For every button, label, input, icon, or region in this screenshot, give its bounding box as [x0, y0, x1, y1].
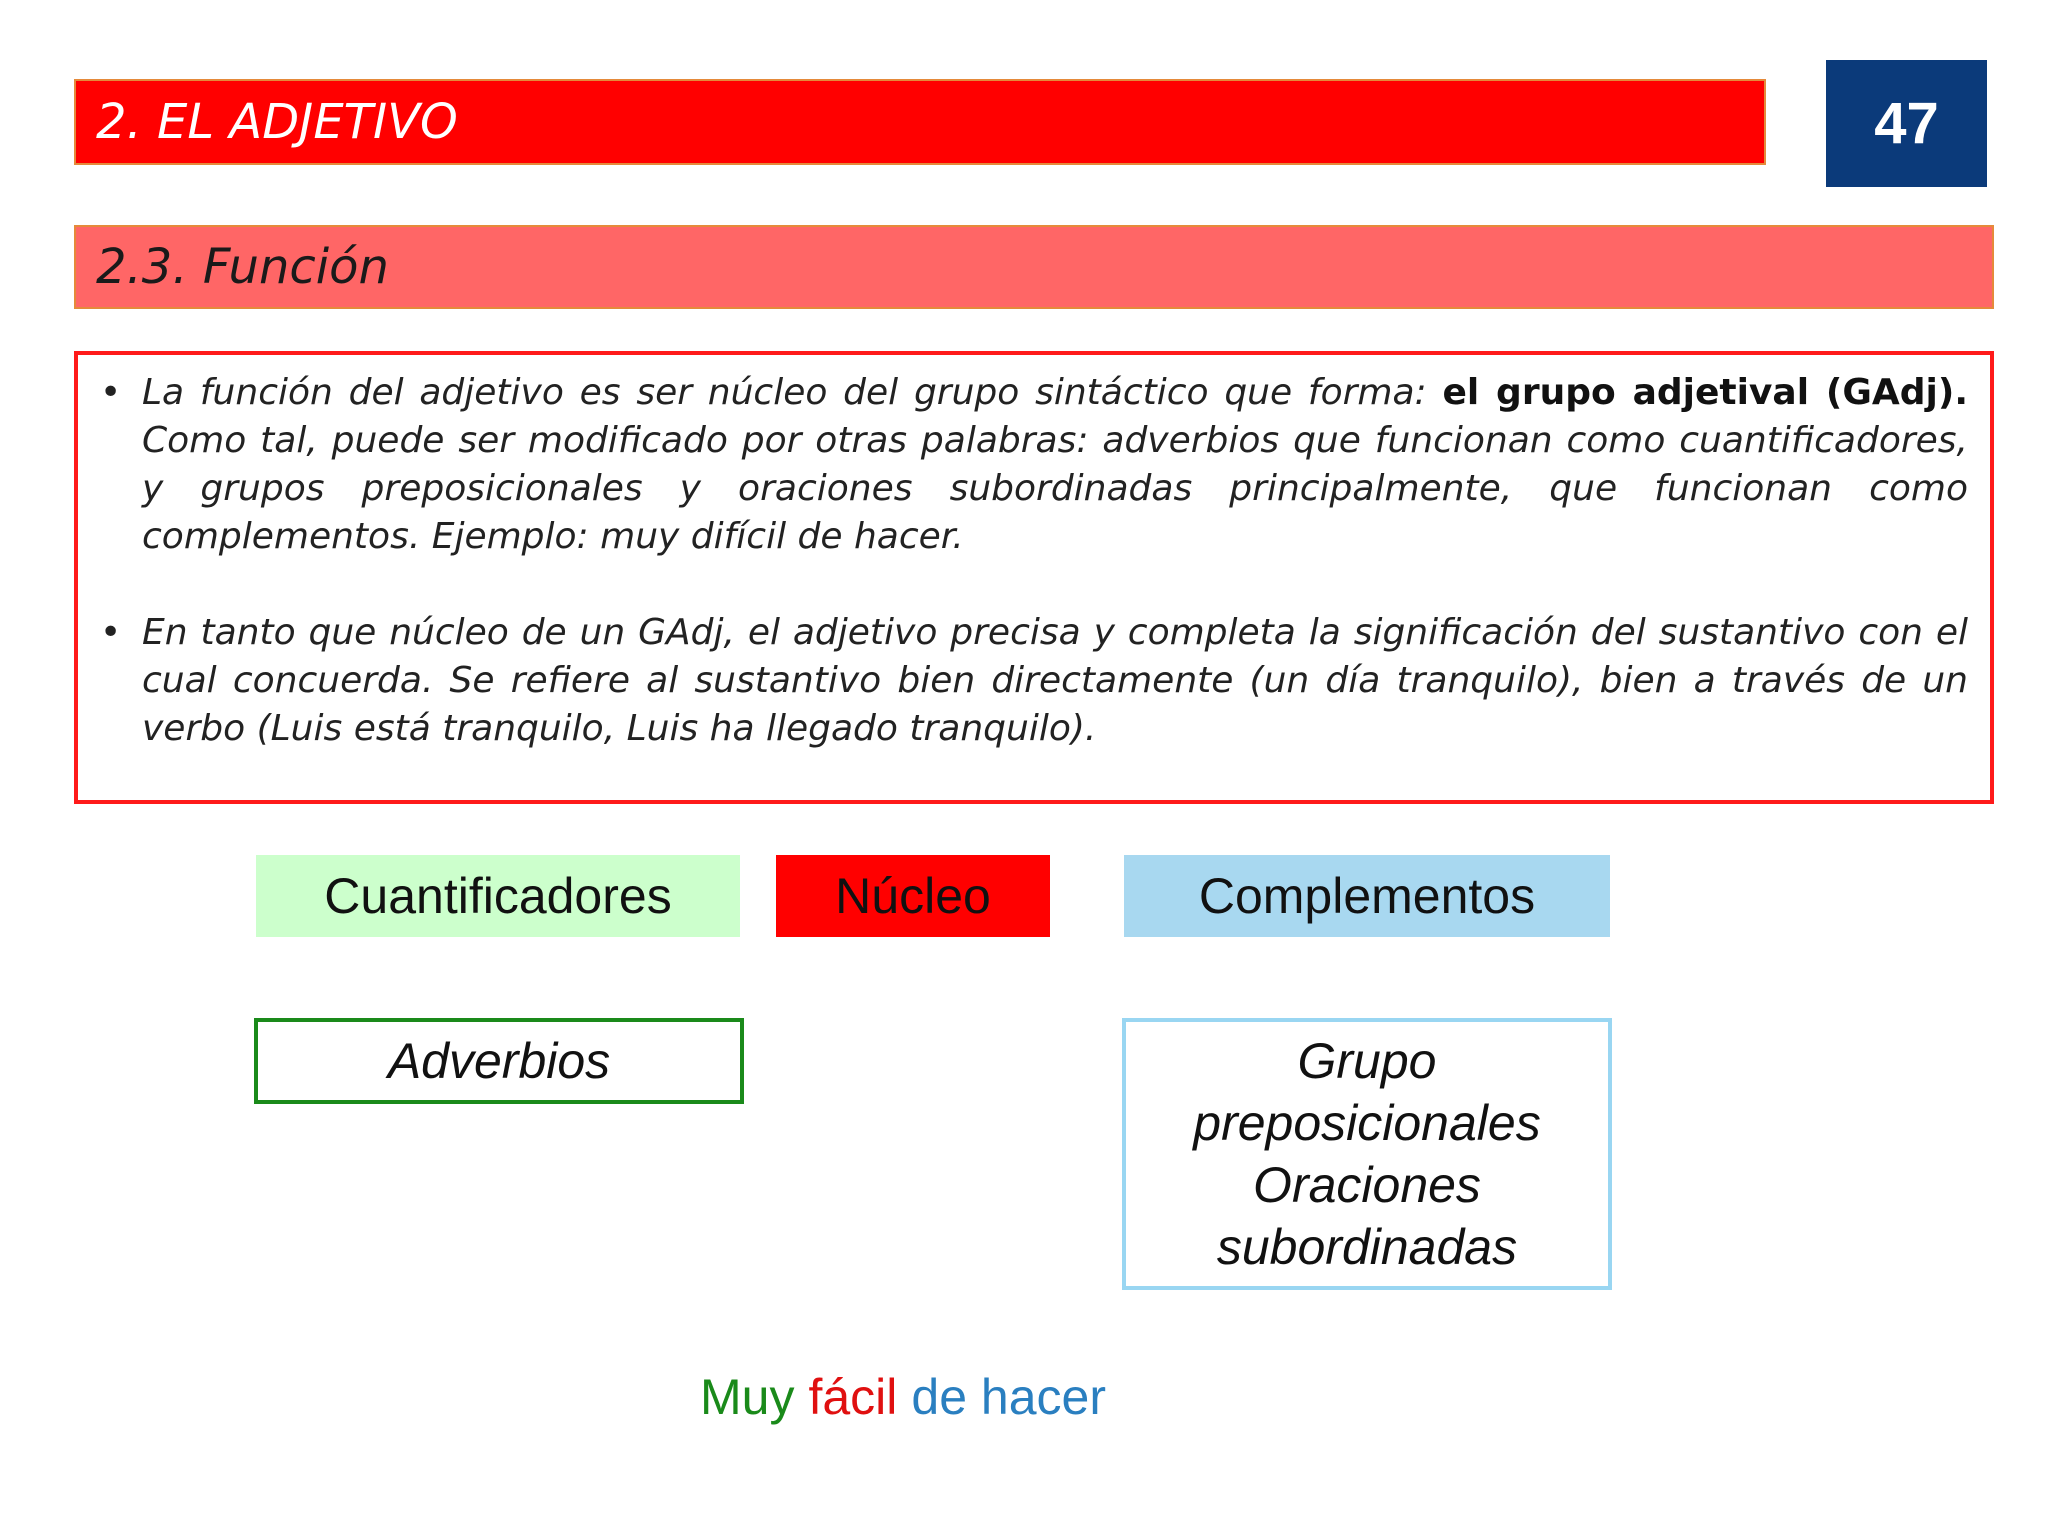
subsection-title: 2.3. Función: [96, 239, 389, 295]
bullet-text-part: La función del adjetivo es ser núcleo del grupo sintáctico que forma:: [142, 372, 1443, 413]
section-title-bar: [74, 79, 1766, 165]
complement-line: preposicionales: [1193, 1095, 1541, 1151]
bullet-text: En tanto que núcleo de un GAdj, el adjetivo precisa y completa la significación del sustantivo con el cual concuerda. Se refiere al sustantivo bien directamente (un día tranquilo), bien a través de un verbo (Luis está tranquilo, Luis ha llegado tranquilo).: [142, 612, 1968, 749]
subsection-title-bar: [74, 225, 1994, 309]
adverbios-text: Adverbios: [387, 1033, 611, 1089]
example-cuantificador: Muy: [700, 1369, 795, 1425]
bullet-item: [98, 609, 1968, 753]
label-complementos: Complementos: [1124, 855, 1610, 937]
bullet-text-part: Como tal, puede ser modificado por otras palabras: adverbios que funcionan como cuantificadores, y grupos preposicionales y oraciones subordinadas principalmente, que funcionan como complementos. Ejemplo: muy difícil de hacer.: [142, 420, 1968, 557]
bullet-bold-term: el grupo adjetival (GAdj).: [1442, 372, 1968, 413]
example-phrase: [700, 1362, 1120, 1432]
page-number-badge: [1826, 60, 1987, 187]
label-nucleo: Núcleo: [776, 855, 1050, 937]
complement-line: subordinadas: [1216, 1219, 1518, 1275]
example-complemento: de hacer: [911, 1369, 1106, 1425]
page-number: 47: [1874, 91, 1939, 156]
example-nucleo: fácil: [808, 1369, 898, 1425]
complementos-box: [1122, 1018, 1612, 1290]
complement-line: Grupo: [1297, 1033, 1437, 1089]
bullet-marker: •: [100, 372, 122, 413]
section-title: 2. EL ADJETIVO: [96, 94, 458, 150]
bullet-item: [98, 369, 1968, 561]
label-cuantificadores: Cuantificadores: [256, 855, 740, 937]
bullet-text: [142, 369, 1968, 561]
content-box: [74, 351, 1994, 804]
bullet-marker: •: [100, 612, 122, 653]
complement-line: Oraciones: [1253, 1157, 1481, 1213]
adverbios-box: [254, 1018, 744, 1104]
